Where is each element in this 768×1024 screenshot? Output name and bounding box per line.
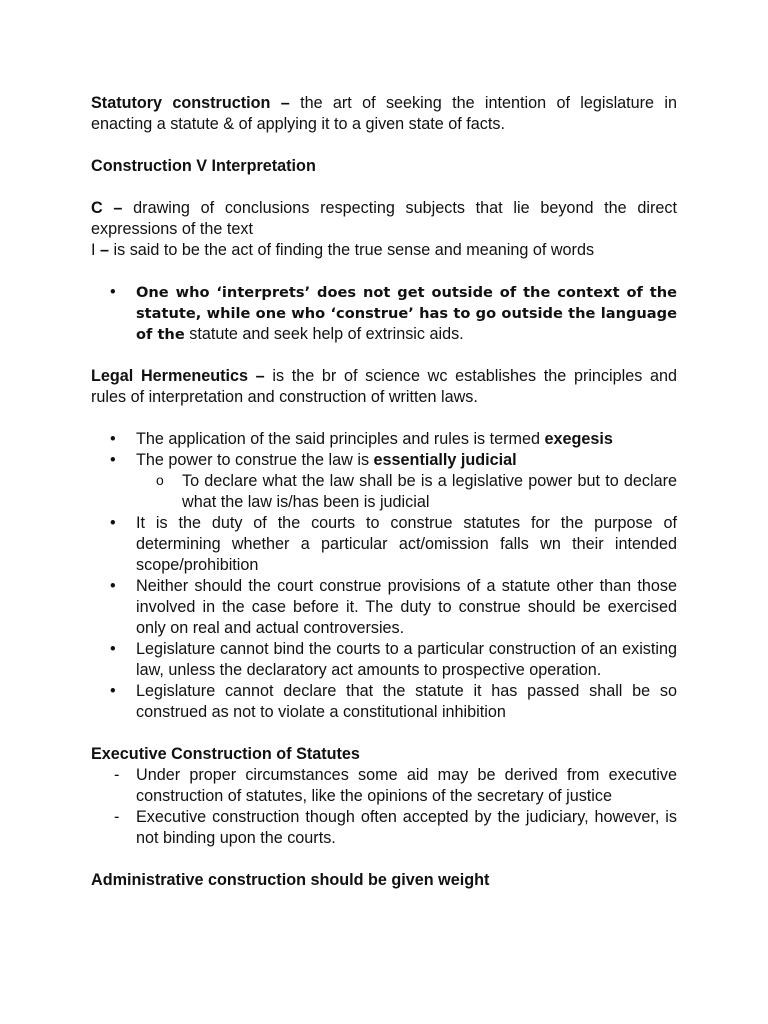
definition-text: is said to be the act of finding the true sense and meaning of words — [109, 241, 595, 259]
definition-text: is the br of science wc establishes the principles and rules of interpretation and construction of written laws. — [91, 367, 677, 406]
term-i-dash: – — [100, 241, 110, 259]
term-i: I — [91, 241, 100, 259]
list-item: • Legislature cannot bind the courts to a particular construction of an existing law, unless the declaratory act amounts to prospective operation. — [91, 639, 677, 681]
section-heading — [91, 156, 677, 177]
dash-item: - Executive construction though often accepted by the judiciary, however, is not binding upon the courts. — [91, 807, 677, 849]
plain-text: statute and seek help of extrinsic aids. — [184, 325, 464, 343]
definition-text: the art of seeking the intention of legislature in enacting a statute & of applying it to a given state of facts. — [91, 94, 677, 133]
list-item: • Legislature cannot declare that the statute it has passed shall be so construed as not to violate a constitutional inhibition — [91, 681, 677, 723]
list-item: • It is the duty of the courts to construe statutes for the purpose of determining whether a particular act/omission falls wn their intended scope/prohibition — [91, 513, 677, 576]
section-heading — [91, 870, 677, 891]
statutory-construction-definition — [91, 93, 677, 135]
document-body — [91, 93, 677, 891]
bold-text: One who ‘interprets’ does not get outside of the context of the statute, while one who ‘construe’ has to go outside the language of the — [136, 284, 677, 343]
construction-definition — [91, 198, 677, 240]
list-item — [91, 429, 677, 450]
plain-text: The power to construe the law is — [136, 451, 374, 469]
bold-text: exegesis — [544, 430, 613, 448]
sub-list-item: o To declare what the law shall be is a legislative power but to declare what the law is/has been is judicial — [91, 471, 677, 513]
legal-hermeneutics-definition — [91, 366, 677, 408]
bold-text: essentially judicial — [373, 451, 517, 469]
list-item — [91, 450, 677, 471]
list-item — [91, 282, 677, 345]
plain-text: The application of the said principles and rules is termed — [136, 430, 545, 448]
term-c: C – — [91, 199, 123, 217]
list-item: • Neither should the court construe provisions of a statute other than those involved in the case before it. The duty to construe should be exercised only on real and actual controversies. — [91, 576, 677, 639]
definition-text: drawing of conclusions respecting subjects that lie beyond the direct expressions of the text — [91, 199, 677, 238]
heading-executive-construction: Executive Construction of Statutes — [91, 745, 360, 763]
bullet-list — [91, 282, 677, 345]
heading-construction-v-interpretation: Construction V Interpretation — [91, 157, 316, 175]
term-legal-hermeneutics: Legal Hermeneutics – — [91, 367, 265, 385]
dash-list — [91, 765, 677, 849]
bullet-list — [91, 429, 677, 723]
dash-item: - Under proper circumstances some aid may be derived from executive construction of statutes, like the opinions of the secretary of justice — [91, 765, 677, 807]
heading-administrative-construction: Administrative construction should be given weight — [91, 871, 490, 889]
section-heading — [91, 744, 677, 765]
term-statutory-construction: Statutory construction – — [91, 94, 290, 112]
interpretation-definition — [91, 240, 677, 261]
